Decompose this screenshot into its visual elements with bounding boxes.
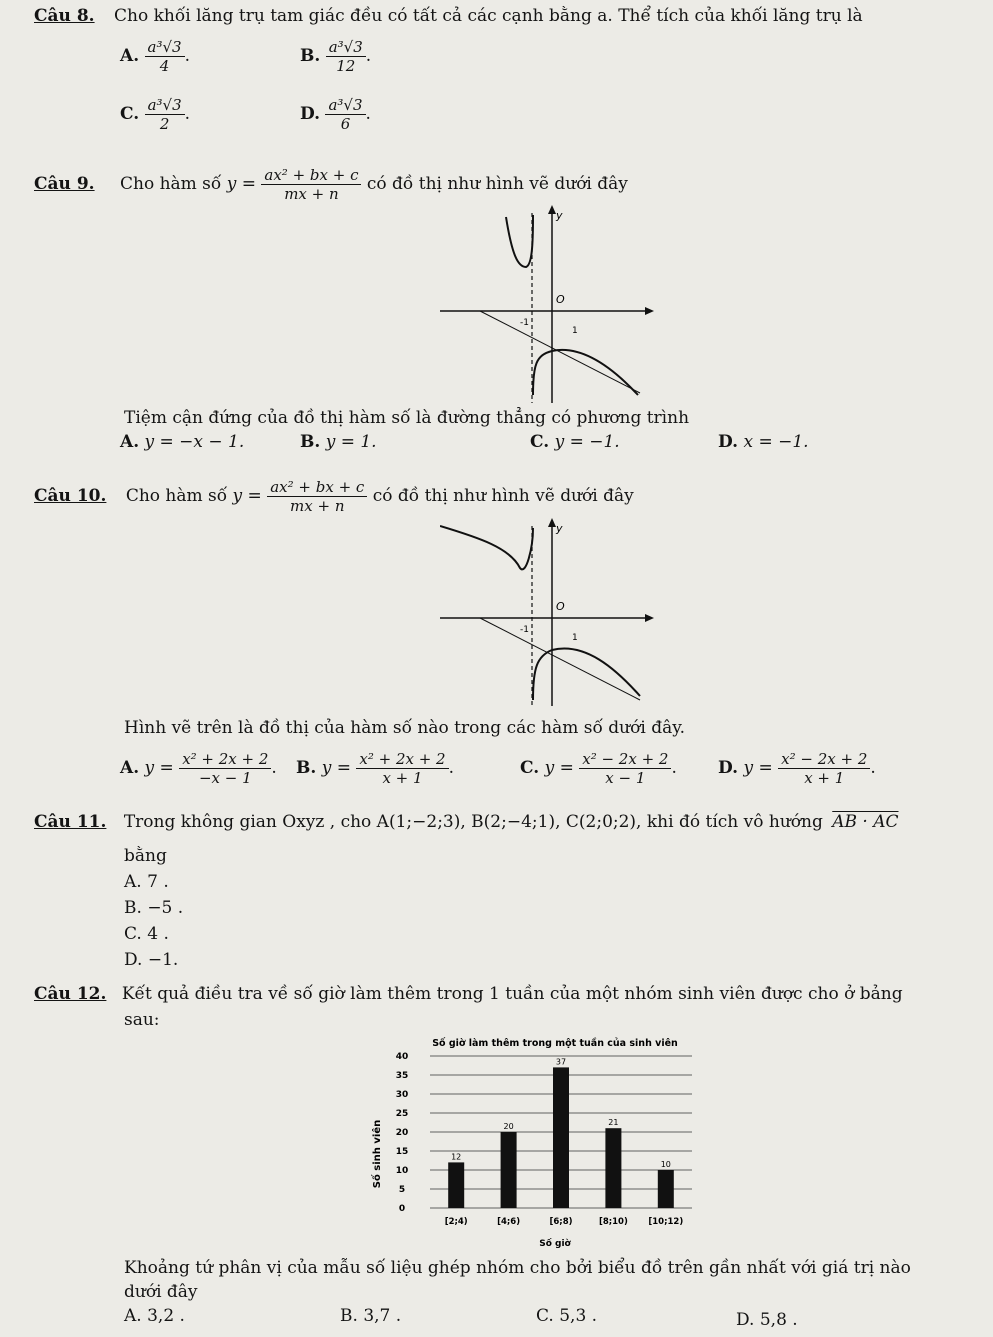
numerator: a³√3 xyxy=(326,38,366,57)
y-tick-label: 40 xyxy=(395,1052,409,1062)
option-letter: D. xyxy=(124,950,143,970)
option-letter: C. xyxy=(536,1306,554,1326)
numerator: ax² + bx + c xyxy=(261,166,361,185)
denominator: 6 xyxy=(340,115,351,133)
option-lhs: y = xyxy=(321,758,351,778)
q9-text-before: Cho hàm số xyxy=(119,174,222,194)
option-lhs: y = xyxy=(144,758,174,778)
q12-bar-chart xyxy=(370,1032,710,1250)
q12-stem xyxy=(34,984,903,1004)
q11-option-a[interactable] xyxy=(124,872,169,892)
chart-y-ticks xyxy=(396,1052,409,1214)
chart-x-label: Số giờ xyxy=(539,1239,571,1249)
denominator: 12 xyxy=(336,57,356,75)
option-letter: B. xyxy=(296,758,317,778)
option-lhs: y = xyxy=(743,758,773,778)
y-axis-arrow-icon xyxy=(548,518,556,527)
x-tick-label: [8;10) xyxy=(598,1217,628,1227)
y-tick-label: 5 xyxy=(398,1185,406,1195)
option-letter: C. xyxy=(124,924,142,944)
option-letter: B. xyxy=(300,432,321,452)
denominator: x + 1 xyxy=(804,769,845,787)
option-fraction xyxy=(325,96,365,133)
q11-vector-product: AB · AC xyxy=(832,812,899,832)
graph-branch-right xyxy=(533,350,638,395)
bar-value-label: 21 xyxy=(608,1118,619,1128)
option-fraction xyxy=(356,750,448,787)
q10-stem xyxy=(34,478,634,515)
numerator: ax² + bx + c xyxy=(267,478,367,497)
option-letter: A. xyxy=(124,1306,142,1326)
y-tick-label: 35 xyxy=(395,1071,409,1081)
denominator: x − 1 xyxy=(605,769,646,787)
denominator: −x − 1 xyxy=(198,769,252,787)
q11-option-c[interactable] xyxy=(124,924,169,944)
x-tick-label: [4;6) xyxy=(497,1217,521,1227)
tick-neg-label: -1 xyxy=(520,625,529,635)
q10-label: Câu 10. xyxy=(34,486,107,506)
numerator: x² − 2x + 2 xyxy=(579,750,671,769)
q8-option-b[interactable] xyxy=(300,38,371,75)
y-tick-label: 20 xyxy=(395,1128,409,1138)
y-axis-arrow-icon xyxy=(548,205,556,214)
option-letter: B. xyxy=(124,898,142,918)
q11-option-b[interactable] xyxy=(124,898,183,918)
option-letter: B. xyxy=(340,1306,358,1326)
bar-value-label: 37 xyxy=(555,1057,567,1067)
option-letter: A. xyxy=(120,432,140,452)
q12-text2: sau: xyxy=(124,1010,160,1030)
numerator: x² + 2x + 2 xyxy=(179,750,271,769)
option-letter: A. xyxy=(120,758,140,778)
q10-fraction xyxy=(267,478,367,515)
option-letter: A. xyxy=(124,872,142,892)
q8-option-d[interactable] xyxy=(300,96,371,133)
q8-label: Câu 8. xyxy=(34,6,95,26)
option-letter: D. xyxy=(736,1310,755,1330)
q11-text2: bằng xyxy=(124,846,167,866)
q9-graph xyxy=(440,205,660,405)
option-text: 3,2 . xyxy=(147,1306,185,1326)
option-letter: C. xyxy=(120,104,140,124)
y-tick-label: 10 xyxy=(395,1166,409,1176)
bar xyxy=(605,1128,621,1208)
oblique-asymptote xyxy=(480,618,640,700)
q10-text-after: có đồ thị như hình vẽ dưới đây xyxy=(372,486,634,506)
q12-option-b[interactable] xyxy=(340,1306,401,1326)
option-text: −5 . xyxy=(147,898,184,918)
q11-text: Trong không gian Oxyz , cho A(1;−2;3), B(2;−4;1), C(2;0;2), khi đó tích vô hướng xyxy=(123,812,823,832)
option-fraction xyxy=(778,750,870,787)
denominator: mx + n xyxy=(284,185,339,203)
tail: . xyxy=(448,758,455,778)
bar xyxy=(501,1132,517,1208)
option-letter: B. xyxy=(300,46,321,66)
option-letter: D. xyxy=(718,758,739,778)
q12-option-c[interactable] xyxy=(536,1306,597,1326)
tail: . xyxy=(365,46,372,66)
y-tick-label: 30 xyxy=(395,1090,409,1100)
q8-option-c[interactable] xyxy=(120,96,190,133)
bar xyxy=(448,1162,464,1208)
tail: . xyxy=(671,758,677,778)
q10-option-c[interactable] xyxy=(520,750,677,787)
x-tick-label: [6;8) xyxy=(549,1217,573,1227)
option-text: 3,7 . xyxy=(363,1306,402,1326)
denominator: 2 xyxy=(159,115,170,133)
option-letter: C. xyxy=(530,432,550,452)
bar xyxy=(658,1170,674,1208)
chart-x-ticks xyxy=(445,1217,684,1227)
option-fraction xyxy=(326,38,366,75)
tail: . xyxy=(870,758,876,778)
q8-stem xyxy=(34,6,863,26)
option-text: x = −1. xyxy=(743,432,809,452)
tail: . xyxy=(184,104,191,124)
q10-y-eq: y = xyxy=(232,486,262,506)
y-axis-label: y xyxy=(556,522,563,535)
tick-pos-label: 1 xyxy=(572,633,578,643)
q11-label: Câu 11. xyxy=(34,812,107,832)
q8-text: Cho khối lăng trụ tam giác đều có tất cả các cạnh bằng a. Thể tích của khối lăng trụ là xyxy=(113,6,863,26)
q9-option-d[interactable] xyxy=(718,432,809,452)
numerator: x² − 2x + 2 xyxy=(778,750,870,769)
tick-neg-label: -1 xyxy=(520,318,529,328)
tick-pos-label: 1 xyxy=(572,326,578,336)
option-letter: C. xyxy=(520,758,540,778)
numerator: x² + 2x + 2 xyxy=(356,750,448,769)
tail: . xyxy=(184,46,190,66)
option-text: 5,8 . xyxy=(759,1310,798,1330)
option-fraction xyxy=(179,750,271,787)
q11-option-d[interactable] xyxy=(124,950,178,970)
q11-stem xyxy=(34,812,899,832)
option-text: y = 1. xyxy=(325,432,377,452)
x-axis-arrow-icon xyxy=(645,307,654,315)
tail: . xyxy=(365,104,371,124)
y-tick-label: 0 xyxy=(398,1204,406,1214)
origin-label: O xyxy=(556,600,565,613)
q12-label: Câu 12. xyxy=(34,984,107,1004)
bar-value-label: 12 xyxy=(451,1152,462,1162)
numerator: a³√3 xyxy=(145,96,185,115)
q8-option-a[interactable] xyxy=(120,38,190,75)
x-tick-label: [2;4) xyxy=(444,1217,468,1227)
q9-option-c[interactable] xyxy=(530,432,620,452)
chart-bars xyxy=(448,1067,674,1208)
q12-option-d[interactable] xyxy=(736,1310,798,1330)
q10-graph xyxy=(440,518,660,708)
denominator: x + 1 xyxy=(382,769,423,787)
denominator: 4 xyxy=(159,57,170,75)
q10-option-d[interactable] xyxy=(718,750,876,787)
q9-y-eq: y = xyxy=(226,174,256,194)
bar xyxy=(553,1067,569,1208)
option-fraction xyxy=(579,750,671,787)
q10-option-a[interactable] xyxy=(120,750,277,787)
y-tick-label: 25 xyxy=(395,1109,409,1119)
graph-branch-left xyxy=(440,526,533,569)
y-axis-label: y xyxy=(556,209,563,222)
q9-fraction xyxy=(261,166,361,203)
option-text: y = −1. xyxy=(554,432,620,452)
option-letter: D. xyxy=(300,104,321,124)
q12-question2: dưới đây xyxy=(124,1282,198,1302)
q9-axes xyxy=(440,205,654,403)
q12-option-a[interactable] xyxy=(124,1306,185,1326)
q10-text-before: Cho hàm số xyxy=(125,486,228,506)
option-letter: A. xyxy=(120,46,140,66)
q12-question: Khoảng tứ phân vị của mẫu số liệu ghép nhóm cho bởi biểu đồ trên gần nhất với giá trị nào xyxy=(124,1258,911,1278)
option-text: 4 . xyxy=(147,924,169,944)
denominator: mx + n xyxy=(290,497,345,515)
graph-branch-left xyxy=(506,215,533,267)
tail: . xyxy=(271,758,277,778)
option-fraction xyxy=(145,38,185,75)
chart-title: Số giờ làm thêm trong một tuần của sinh viên xyxy=(432,1038,678,1049)
q10-question: Hình vẽ trên là đồ thị của hàm số nào trong các hàm số dưới đây. xyxy=(124,718,685,738)
oblique-asymptote xyxy=(480,311,640,393)
option-text: 5,3 . xyxy=(559,1306,598,1326)
x-axis-arrow-icon xyxy=(645,614,654,622)
option-letter: D. xyxy=(718,432,739,452)
q9-option-b[interactable] xyxy=(300,432,377,452)
option-lhs: y = xyxy=(544,758,574,778)
option-text: 7 . xyxy=(147,872,169,892)
y-tick-label: 15 xyxy=(395,1147,409,1157)
option-fraction xyxy=(145,96,185,133)
q9-option-a[interactable] xyxy=(120,432,244,452)
q9-question: Tiệm cận đứng của đồ thị hàm số là đường thẳng có phương trình xyxy=(124,408,690,428)
q9-text-after: có đồ thị như hình vẽ dưới đây xyxy=(366,174,628,194)
numerator: a³√3 xyxy=(145,38,185,57)
numerator: a³√3 xyxy=(325,96,365,115)
x-tick-label: [10;12) xyxy=(648,1217,684,1227)
q12-text: Kết quả điều tra về số giờ làm thêm trong 1 tuần của một nhóm sinh viên được cho ở bảng xyxy=(121,984,903,1004)
origin-label: O xyxy=(556,293,565,306)
option-text: y = −x − 1. xyxy=(144,432,245,452)
q9-label: Câu 9. xyxy=(34,174,95,194)
bar-value-label: 20 xyxy=(503,1122,514,1131)
chart-y-label: Số sinh viên xyxy=(372,1119,383,1189)
bar-value-label: 10 xyxy=(660,1160,671,1169)
q9-stem xyxy=(34,166,628,203)
q10-option-b[interactable] xyxy=(296,750,454,787)
option-text: −1. xyxy=(147,950,179,970)
